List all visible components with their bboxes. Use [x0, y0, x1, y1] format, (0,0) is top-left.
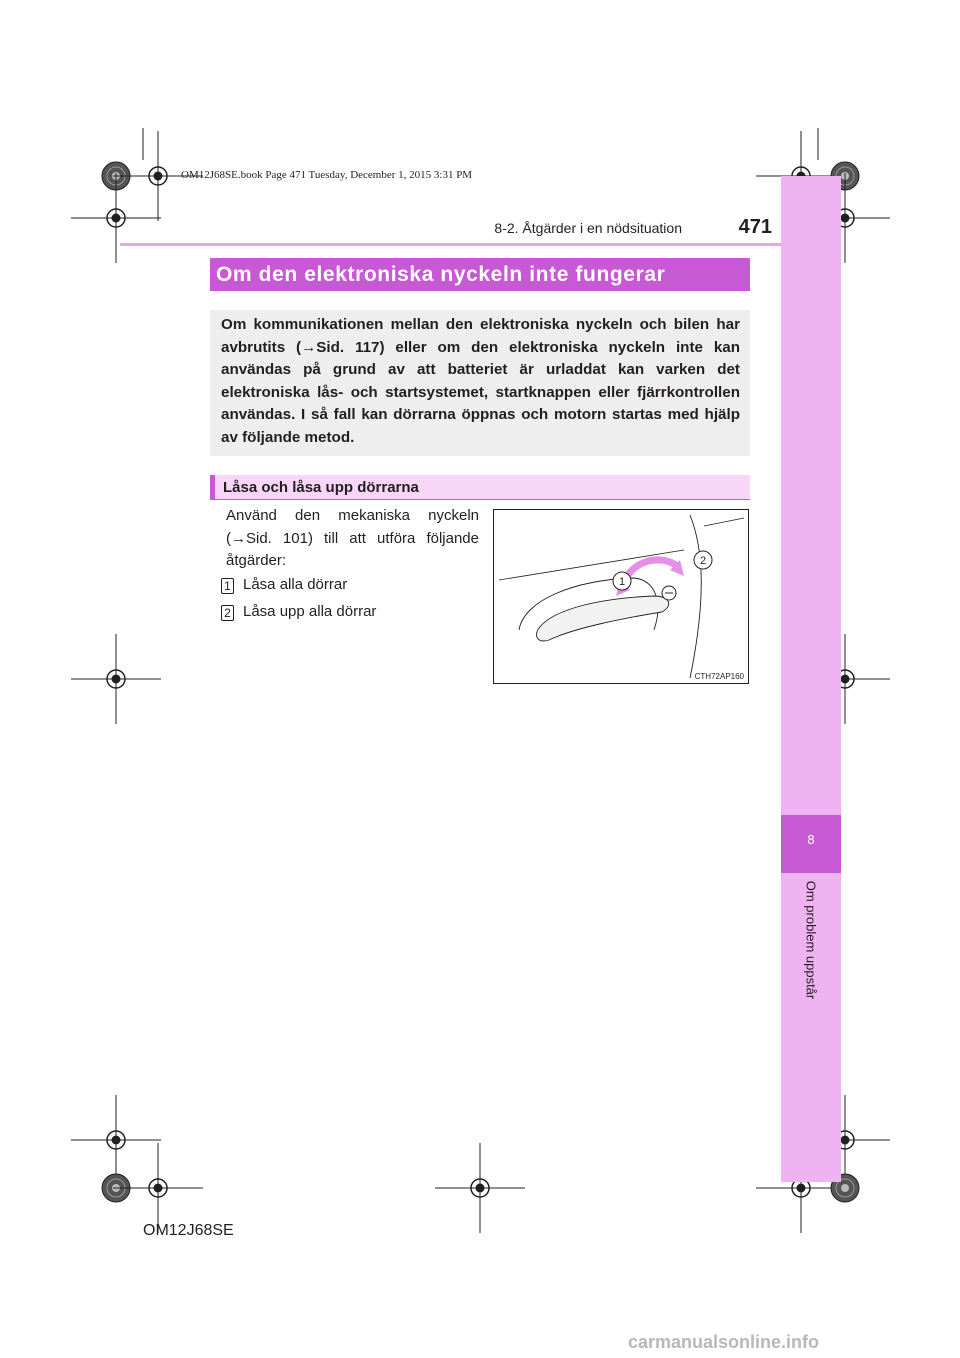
page-number: 471	[738, 216, 772, 238]
subheading: Låsa och låsa upp dörrarna	[223, 479, 419, 496]
step-text-1: Låsa alla dörrar	[243, 576, 348, 593]
chapter-label: Om problem uppstår	[803, 880, 819, 1000]
step-number-1: 1	[221, 578, 234, 594]
header-rule	[120, 243, 840, 246]
intro-text: Om kommunikationen mellan den elektroniska nyckeln och bilen har avbrutits (→Sid. 117) eller om den elektroniska nyckeln inte kan användas på grund av att batteriet är urladdat kan varken det elektroniska lås- och startsystemet, startknappen eller fjärrkontrollen användas. I så fall kan dörrarna öppnas och motorn startas med hjälp av följande metod.	[221, 316, 740, 446]
page-title: Om den elektroniska nyckeln inte fungerar	[216, 263, 666, 286]
book-info-line: OM12J68SE.book Page 471 Tuesday, December 1, 2015 3:31 PM	[181, 169, 473, 181]
figure-code: CTH72AP160	[694, 672, 744, 681]
door-handle-illustration	[493, 509, 749, 684]
section-title: 8-2. Åtgärder i en nödsituation	[494, 220, 682, 236]
callout-2: 2	[699, 555, 707, 567]
callout-1: 1	[618, 576, 626, 588]
footer-doc-code: OM12J68SE	[143, 1222, 234, 1239]
body-text-block	[226, 505, 479, 573]
watermark-link[interactable]: carmanualsonline.info	[628, 1332, 820, 1352]
chapter-tab-strip	[781, 176, 841, 1182]
step-text-2: Låsa upp alla dörrar	[243, 603, 377, 620]
body-text: Använd den mekaniska nyckeln (→Sid. 101) till att utföra följande åtgärder:	[226, 507, 479, 569]
step-number-2: 2	[221, 605, 234, 621]
door-handle-drawing	[494, 510, 748, 683]
chapter-number: 8	[807, 832, 815, 847]
intro-box	[210, 310, 750, 456]
